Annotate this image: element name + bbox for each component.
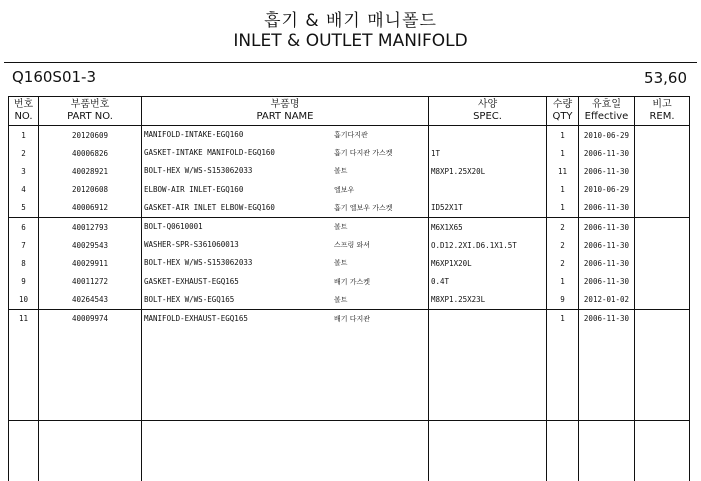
row-no: 1	[9, 126, 39, 145]
row-part-no: 40011272	[39, 273, 142, 291]
parts-table	[8, 96, 690, 481]
document-title-korean: 흡기 & 배기 매니폴드	[264, 11, 437, 31]
row-part-name: GASKET-INTAKE MANIFOLD-EGQ160 흡기 다지관 가스켓	[142, 144, 429, 162]
row-effective: 2006-11-30	[579, 309, 635, 328]
header-spec: 사양 SPEC.	[429, 97, 547, 126]
row-spec	[429, 181, 547, 199]
row-rem	[635, 217, 690, 236]
row-spec: M6XP1X20L	[429, 254, 547, 272]
header-rem: 비고 REM.	[635, 97, 690, 126]
row-part-no: 40028921	[39, 162, 142, 180]
table-header-row	[9, 97, 690, 126]
row-effective: 2006-11-30	[579, 199, 635, 218]
row-qty: 2	[547, 217, 579, 236]
row-part-name: WASHER-SPR-S361060013 스프링 와셔	[142, 236, 429, 254]
row-effective: 2010-06-29	[579, 126, 635, 145]
row-effective: 2006-11-30	[579, 273, 635, 291]
row-no: 7	[9, 236, 39, 254]
row-no: 10	[9, 291, 39, 310]
table-row	[9, 162, 690, 180]
row-part-no: 40029911	[39, 254, 142, 272]
row-part-no: 40006912	[39, 199, 142, 218]
row-spec: ID52X1T	[429, 199, 547, 218]
row-part-name: BOLT-Q0610001 볼트	[142, 217, 429, 236]
row-no: 2	[9, 144, 39, 162]
table-row	[9, 199, 690, 218]
top-rule	[4, 62, 697, 63]
row-part-no: 40029543	[39, 236, 142, 254]
document-code: Q160S01-3	[12, 68, 97, 86]
row-qty: 1	[547, 273, 579, 291]
header-part-name: 부품명 PART NAME	[142, 97, 429, 126]
table-row	[9, 217, 690, 236]
row-qty: 1	[547, 144, 579, 162]
row-part-name: ELBOW-AIR INLET-EGQ160 엘보우	[142, 181, 429, 199]
row-qty: 2	[547, 236, 579, 254]
row-rem	[635, 126, 690, 145]
row-rem	[635, 309, 690, 328]
row-part-no: 40264543	[39, 291, 142, 310]
table-row	[9, 254, 690, 272]
row-rem	[635, 144, 690, 162]
row-no: 4	[9, 181, 39, 199]
table-row	[9, 273, 690, 291]
row-part-name: MANIFOLD-EXHAUST-EGQ165 배기 다지관	[142, 309, 429, 328]
table-row	[9, 126, 690, 145]
row-rem	[635, 273, 690, 291]
row-qty: 1	[547, 126, 579, 145]
row-spec: M6X1X65	[429, 217, 547, 236]
table-row	[9, 181, 690, 199]
header-qty: 수량 QTY	[547, 97, 579, 126]
row-no: 8	[9, 254, 39, 272]
row-part-name: BOLT-HEX W/WS-S153062033 볼트	[142, 254, 429, 272]
table-row	[9, 309, 690, 328]
page-reference: 53,60	[644, 69, 687, 87]
row-no: 11	[9, 309, 39, 328]
row-rem	[635, 162, 690, 180]
row-spec	[429, 126, 547, 145]
row-effective: 2012-01-02	[579, 291, 635, 310]
row-part-name: BOLT-HEX W/WS-S153062033 볼트	[142, 162, 429, 180]
row-no: 9	[9, 273, 39, 291]
row-rem	[635, 236, 690, 254]
row-rem	[635, 199, 690, 218]
row-no: 5	[9, 199, 39, 218]
row-qty: 2	[547, 254, 579, 272]
row-part-name: GASKET-AIR INLET ELBOW-EGQ160 흡기 엘보우 가스켓	[142, 199, 429, 218]
row-effective: 2006-11-30	[579, 254, 635, 272]
row-spec: 0.4T	[429, 273, 547, 291]
row-spec	[429, 309, 547, 328]
row-effective: 2006-11-30	[579, 217, 635, 236]
row-part-no: 40012793	[39, 217, 142, 236]
header-part-no: 부품번호 PART NO.	[39, 97, 142, 126]
row-no: 6	[9, 217, 39, 236]
row-effective: 2006-11-30	[579, 144, 635, 162]
row-rem	[635, 291, 690, 310]
row-qty: 1	[547, 309, 579, 328]
row-part-no: 40009974	[39, 309, 142, 328]
row-rem	[635, 181, 690, 199]
row-part-name: GASKET-EXHAUST-EGQ165 배기 가스켓	[142, 273, 429, 291]
row-qty: 9	[547, 291, 579, 310]
row-part-name: MANIFOLD-INTAKE-EGQ160 흡기다지관	[142, 126, 429, 145]
row-part-no: 20120609	[39, 126, 142, 145]
row-spec: M8XP1.25X23L	[429, 291, 547, 310]
row-spec: O.D12.2XI.D6.1X1.5T	[429, 236, 547, 254]
row-qty: 1	[547, 199, 579, 218]
document-title-english: INLET & OUTLET MANIFOLD	[233, 31, 468, 51]
table-row	[9, 291, 690, 310]
row-part-name: BOLT-HEX W/WS-EGQ165 볼트	[142, 291, 429, 310]
row-spec: M8XP1.25X20L	[429, 162, 547, 180]
blank-row	[9, 328, 690, 421]
row-spec: 1T	[429, 144, 547, 162]
table-row	[9, 144, 690, 162]
blank-row	[9, 421, 690, 481]
row-effective: 2010-06-29	[579, 181, 635, 199]
row-part-no: 20120608	[39, 181, 142, 199]
row-effective: 2006-11-30	[579, 162, 635, 180]
header-no: 번호 NO.	[9, 97, 39, 126]
row-rem	[635, 254, 690, 272]
row-qty: 1	[547, 181, 579, 199]
row-qty: 11	[547, 162, 579, 180]
row-part-no: 40006826	[39, 144, 142, 162]
header-effective: 유효일 Effective	[579, 97, 635, 126]
row-no: 3	[9, 162, 39, 180]
table-row	[9, 236, 690, 254]
row-effective: 2006-11-30	[579, 236, 635, 254]
